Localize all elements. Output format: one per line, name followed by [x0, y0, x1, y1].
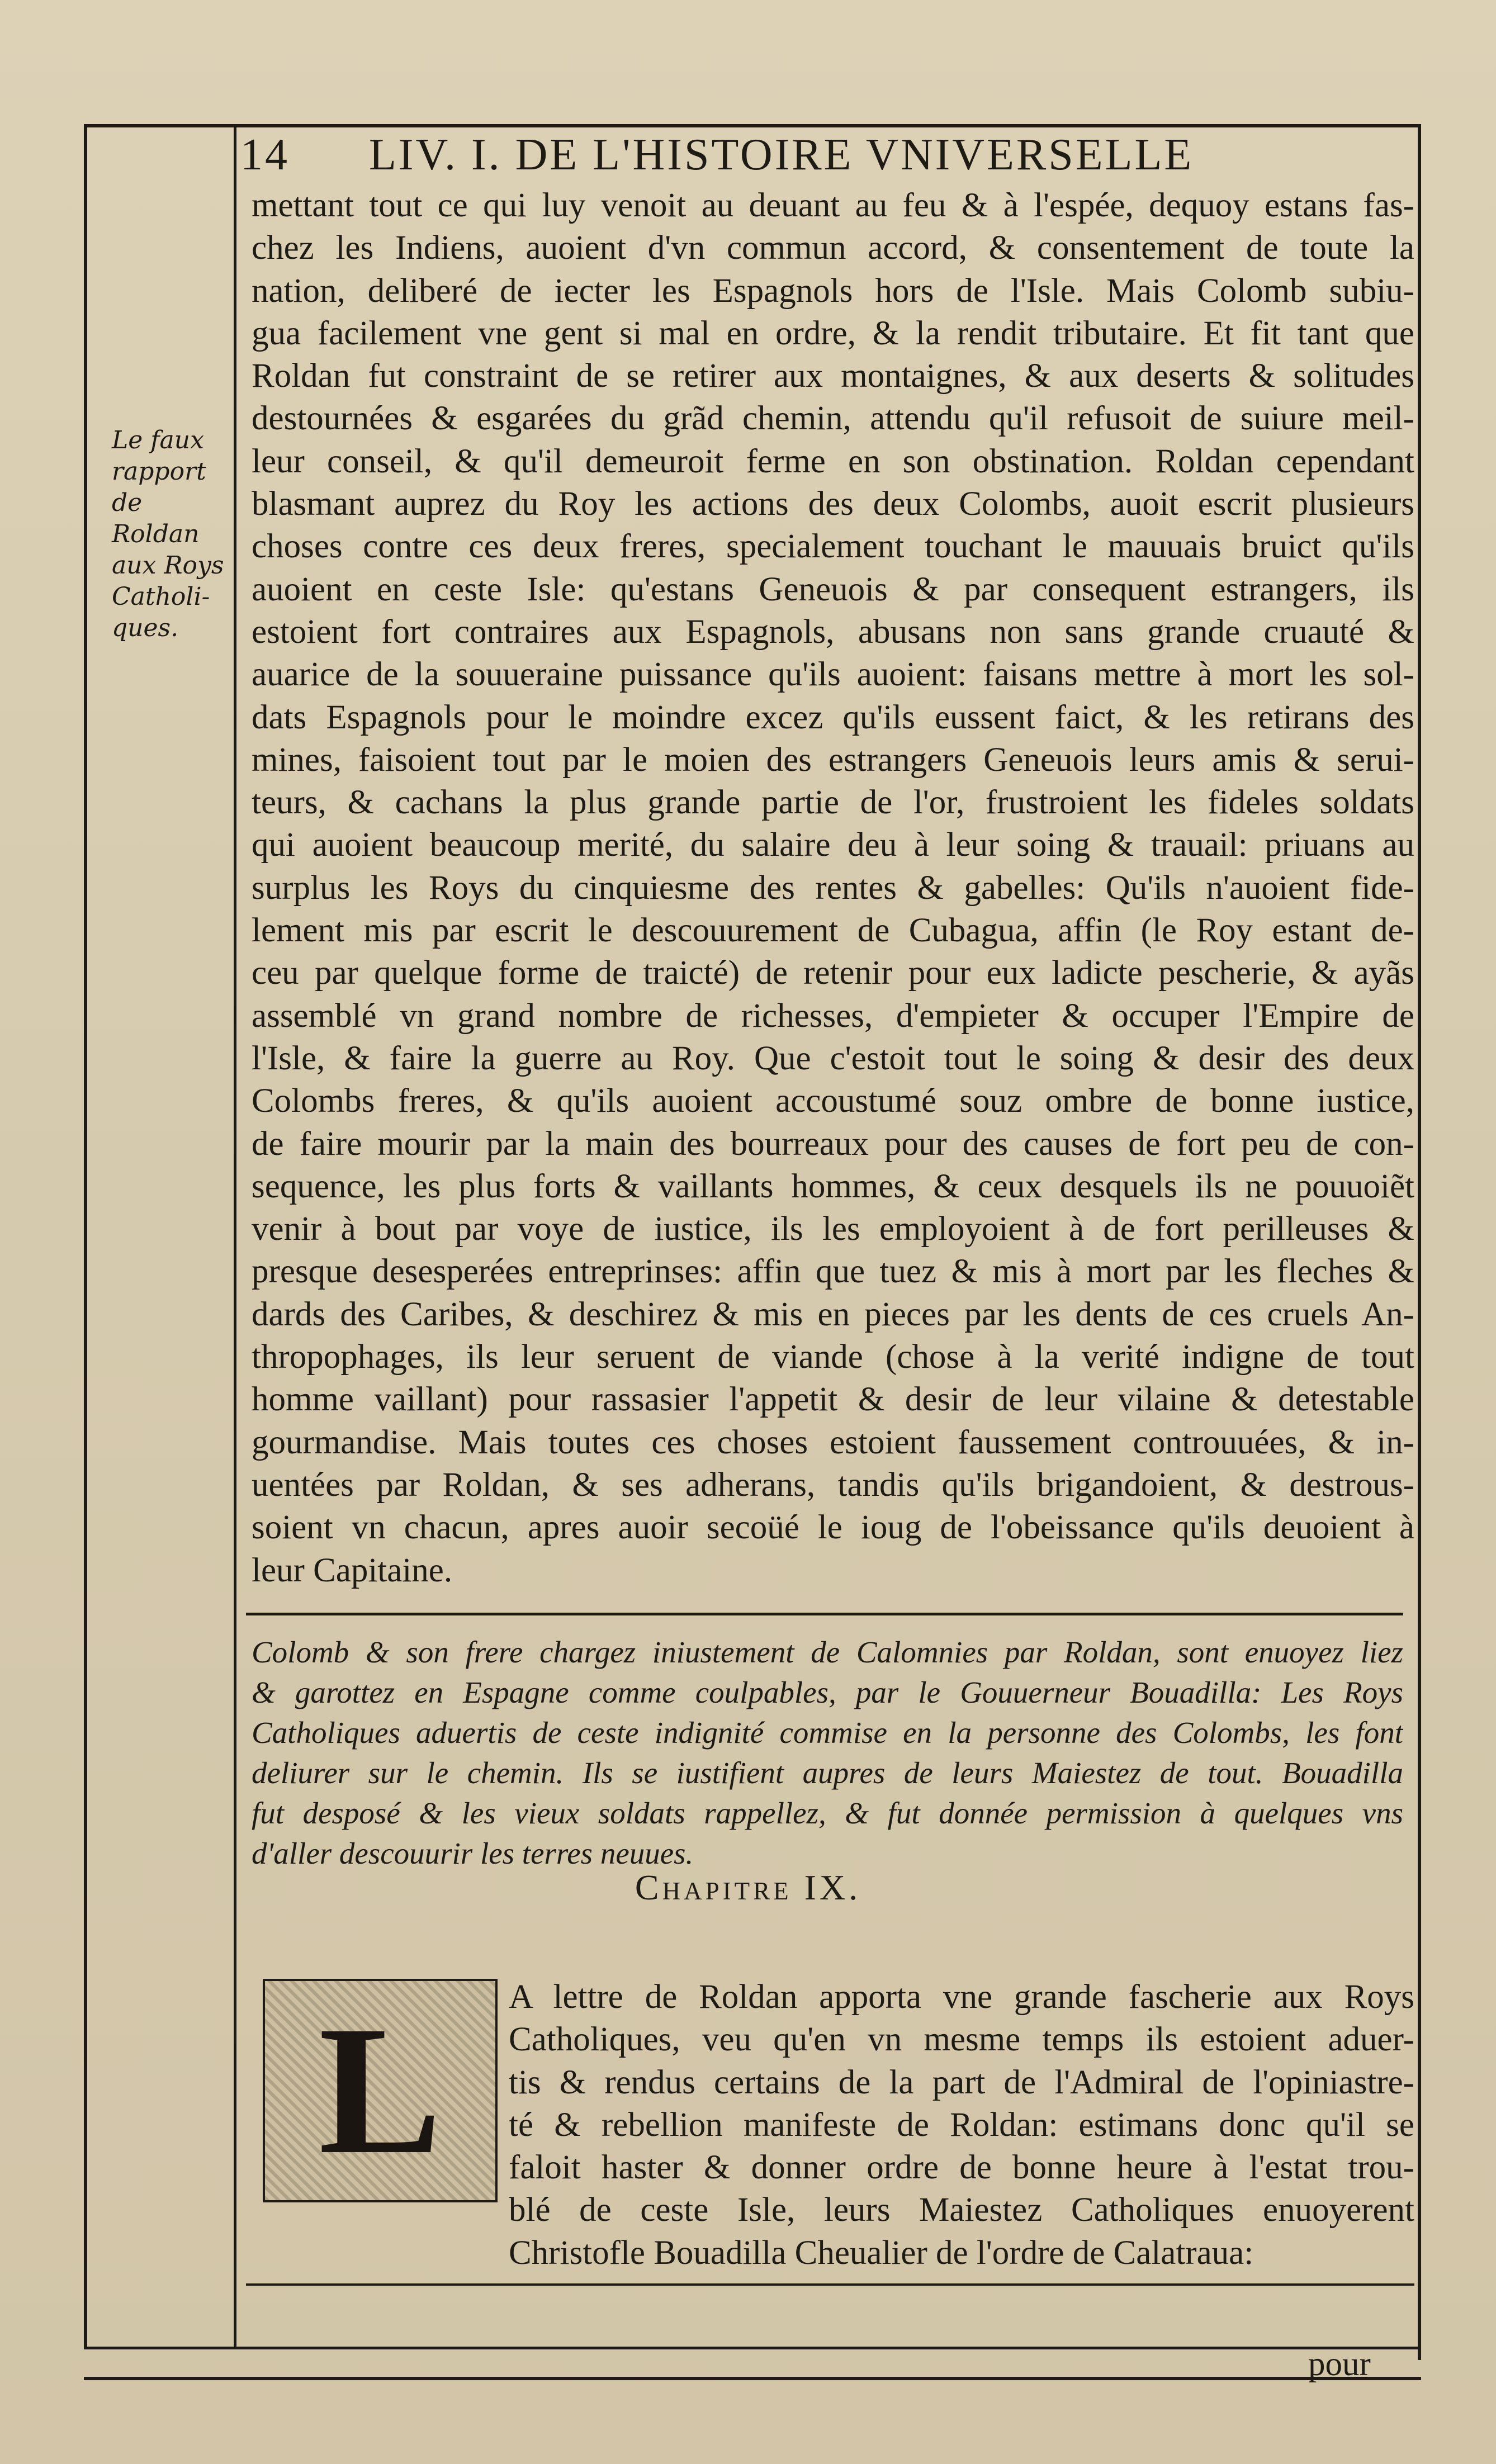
text-line: assemblé vn grand nombre de richesses, d'empieter & occuper l'Empire de [252, 997, 1414, 1035]
text-line: destournées & esgarées du grãd chemin, attendu qu'il refusoit de suiure meil- [252, 400, 1414, 438]
text-line: auoient en ceste Isle: qu'estans Geneuois & par consequent estrangers, ils [252, 570, 1414, 608]
text-line: leur Capitaine. [252, 1551, 453, 1589]
text-line: lement mis par escrit le descouurement de Cubagua, affin (le Roy estant de- [252, 912, 1414, 950]
text-line: Colomb & son frere chargez iniustement de Calomnies par Roldan, sont enuoyez liez [252, 1635, 1403, 1669]
text-line: dats Espagnols pour le moindre excez qu'ils eussent faict, & les retirans des [252, 698, 1414, 736]
margin-note-line: Roldan [112, 520, 200, 548]
text-line: estoient fort contraires aux Espagnols, abusans non sans grande cruauté & [252, 613, 1414, 651]
summary-top-rule [246, 1613, 1403, 1615]
text-line: tis & rendus certains de la part de l'Admiral de l'opiniastre- [509, 2063, 1414, 2101]
text-line: blasmant auprez du Roy les actions des deux Colombs, auoit escrit plusieurs [252, 485, 1414, 523]
text-line: & garottez en Espagne comme coulpables, par le Gouuerneur Bouadilla: Les Roys [252, 1675, 1403, 1709]
text-line: l'Isle, & faire la guerre au Roy. Que c'estoit tout le soing & desir des deux [252, 1039, 1414, 1077]
catchword: pour [1308, 2345, 1371, 2383]
frame-right-rule [1418, 124, 1421, 2360]
text-line: auarice de la souueraine puissance qu'ils auoient: faisans mettre à mort les sol- [252, 656, 1414, 694]
frame-bottom-rule [84, 2347, 1421, 2349]
margin-note-line: Catholi- [112, 582, 210, 611]
decorated-initial [263, 1979, 498, 2202]
text-line: Christofle Bouadilla Cheualier de l'ordre de Calatraua: [509, 2234, 1254, 2272]
text-line: presque desesperées entreprinses: affin que tuez & mis à mort par les fleches & [252, 1253, 1414, 1291]
text-line: sequence, les plus forts & vaillants hommes, & ceux desquels ils ne pouuoiẽt [252, 1167, 1414, 1205]
running-title: LIV. I. DE L'HISTOIRE VNIVERSELLE [369, 130, 1194, 179]
margin-note-line: rapport de [112, 457, 206, 517]
text-line: gourmandise. Mais toutes ces choses estoient faussement controuuées, & in- [252, 1423, 1414, 1461]
text-line: Catholiques, veu qu'en vn mesme temps ils estoient aduer- [509, 2021, 1414, 2059]
text-line: soient vn chacun, apres auoir secoüé le ioug de l'obeissance qu'ils deuoient à [252, 1509, 1414, 1547]
frame-left-inner-rule [234, 124, 236, 2349]
text-line: té & rebellion manifeste de Roldan: estimans donc qu'il se [509, 2106, 1414, 2144]
text-line: blé de ceste Isle, leurs Maiestez Catholiques enuoyerent [509, 2191, 1414, 2229]
margin-note-line: ques. [112, 614, 179, 642]
text-line: fut desposé & les vieux soldats rappellez, & fut donnée permission à quelques vns [252, 1796, 1403, 1830]
text-line: d'aller descouurir les terres neuues. [252, 1836, 694, 1870]
text-line: qui auoient beaucoup merité, du salaire deu à leur soing & trauail: priuans au [252, 826, 1414, 864]
text-line: dards des Caribes, & deschirez & mis en pieces par les dents de ces cruels An- [252, 1295, 1414, 1333]
margin-note [112, 425, 229, 644]
decorated-initial-letter: L [318, 1988, 442, 2192]
text-line: mettant tout ce qui luy venoit au deuant au feu & à l'espée, dequoy estans fas- [252, 187, 1414, 224]
chapter-text [509, 1976, 1414, 2275]
text-line: de faire mourir par la main des bourreaux pour des causes de fort peu de con- [252, 1125, 1414, 1163]
chapter-title: Chapitre IX. [635, 1868, 861, 1907]
text-line: A lettre de Roldan apporta vne grande fascherie aux Roys [509, 1978, 1414, 2016]
text-line: Colombs freres, & qu'ils auoient accoustumé souz ombre de bonne iustice, [252, 1082, 1414, 1120]
text-line: homme vaillant) pour rassasier l'appetit & desir de leur vilaine & detestable [252, 1381, 1414, 1419]
text-line: gua facilement vne gent si mal en ordre, & la rendit tributaire. Et fit tant que [252, 314, 1414, 352]
text-line: Catholiques aduertis de ceste indignité commise en la personne des Colombs, les font [252, 1716, 1403, 1750]
text-line: leur conseil, & qu'il demeuroit ferme en son obstination. Roldan cependant [252, 442, 1414, 480]
text-line: thropophages, ils leur seruent de viande (chose à la verité indigne de tout [252, 1338, 1414, 1376]
text-line: ceu par quelque forme de traicté) de retenir pour eux ladicte pescherie, & ayãs [252, 954, 1414, 992]
page-header [240, 130, 1314, 180]
page-bottom-rule [84, 2377, 1421, 2380]
text-line: chez les Indiens, auoient d'vn commun accord, & consentement de toute la [252, 229, 1414, 267]
text-line: teurs, & cachans la plus grande partie de l'or, frustroient les fideles soldats [252, 784, 1414, 822]
text-line: Roldan fut constraint de se retirer aux montaignes, & aux deserts & solitudes [252, 357, 1414, 395]
body-text [252, 184, 1414, 1592]
margin-note-line: aux Roys [112, 551, 224, 580]
text-line: nation, deliberé de iecter les Espagnols hors de l'Isle. Mais Colomb subiu- [252, 272, 1414, 310]
chapter-summary [252, 1632, 1403, 1874]
text-line: faloit haster & donner ordre de bonne heure à l'estat trou- [509, 2149, 1414, 2187]
chapter-bottom-rule [246, 2283, 1414, 2286]
text-line: deliurer sur le chemin. Ils se iustifient aupres de leurs Maiestez de tout. Bouadilla [252, 1756, 1403, 1790]
frame-left-outer-rule [84, 124, 87, 2349]
text-line: venir à bout par voye de iustice, ils les employoient à de fort perilleuses & [252, 1210, 1414, 1248]
text-line: uentées par Roldan, & ses adherans, tandis qu'ils brigandoient, & destrous- [252, 1466, 1414, 1504]
margin-note-line: Le faux [112, 426, 204, 454]
page-number: 14 [240, 130, 290, 179]
text-line: choses contre ces deux freres, specialement touchant le mauuais bruict qu'ils [252, 528, 1414, 566]
text-line: surplus les Roys du cinquiesme des rentes & gabelles: Qu'ils n'auoient fide- [252, 869, 1414, 907]
text-line: mines, faisoient tout par le moien des estrangers Geneuois leurs amis & serui- [252, 741, 1414, 779]
frame-top-rule [84, 124, 1420, 127]
